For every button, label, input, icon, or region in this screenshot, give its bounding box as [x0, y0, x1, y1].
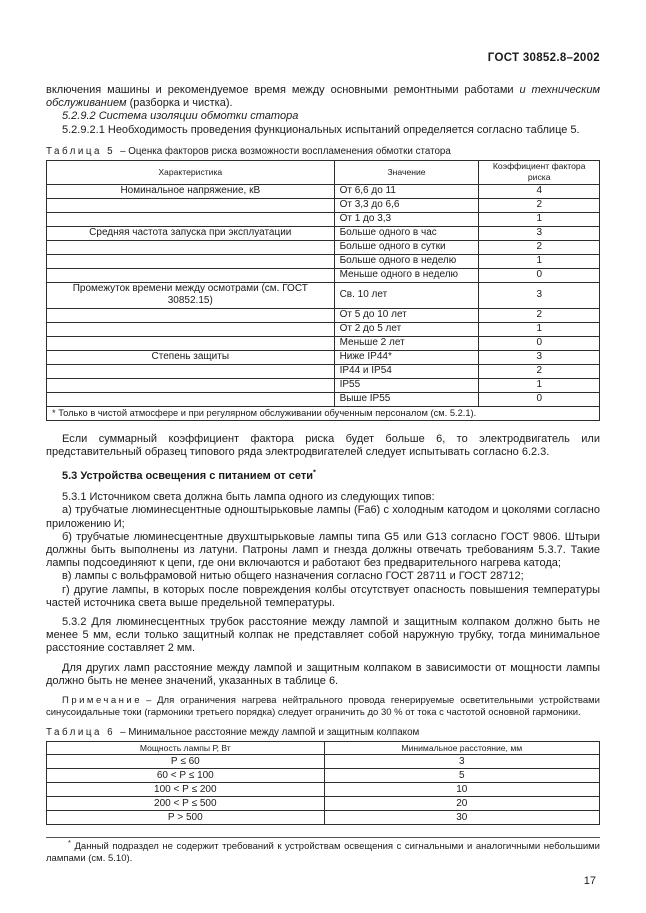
table-cell: 1	[479, 212, 600, 226]
table5-header-cell: Характеристика	[47, 160, 335, 184]
list-item-b: б) трубчатые люминесцентные двухштырьковые лампы типа G5 или G13 согласно ГОСТ 9806. Штыри должны быть выполнены из латуни. Патроны ламп и гнезда должны отвечать требованиям 5.3.7. Такие лампы подсоединяют к цепи, где они включаются и работают без предварительного нагрева катода;	[46, 530, 600, 570]
section-5-2-9-2-1-text: 5.2.9.2.1 Необходимость проведения функциональных испытаний определяется согласно таблице 5.	[62, 123, 580, 136]
table-cell	[47, 378, 335, 392]
table6-caption-text: – Минимальное расстояние между лампой и защитным колпаком	[120, 727, 420, 739]
table-cell: Больше одного в час	[334, 226, 479, 240]
table-row	[47, 755, 600, 769]
table-row	[47, 783, 600, 797]
list-item-a: а) трубчатые люминесцентные одноштырьковые лампы (Fa6) с холодным катодом и цоколями согласно приложению И;	[46, 504, 600, 530]
table-cell	[47, 392, 335, 406]
table-cell: От 2 до 5 лет	[334, 322, 479, 336]
table-cell: 3	[479, 226, 600, 240]
table-row	[47, 364, 600, 378]
table-cell: 0	[479, 392, 600, 406]
table6-min-distance	[46, 741, 600, 825]
table-cell: 5	[324, 769, 599, 783]
text-run-italic: и техническим обслуживанием	[46, 84, 601, 110]
doc-number: ГОСТ 30852.8–2002	[487, 52, 600, 64]
table-row	[47, 198, 600, 212]
table-cell	[47, 336, 335, 350]
table6-header-row	[47, 742, 600, 755]
table-cell: Номинальное напряжение, кВ	[47, 184, 335, 198]
table-cell: 3	[324, 755, 599, 769]
table-cell: Меньше 2 лет	[334, 336, 479, 350]
section-5-3-2-text: 5.3.2 Для люминесцентных трубок расстояние между лампой и защитным колпаком должно быть не менее 5 мм, если только защитный колпак не представляет собой наружную трубку, тогда минимальное расстояние составляет 2 мм.	[46, 616, 600, 655]
section-5-3-title	[46, 467, 600, 483]
table-cell	[47, 240, 335, 254]
table-row	[47, 212, 600, 226]
table-cell: 1	[479, 378, 600, 392]
paragraph-risk-summary: Если суммарный коэффициент фактора риска будет больше 6, то электродвигатель или представительный образец типового ряда электродвигателей следует испытывать согласно 6.2.3.	[46, 432, 600, 459]
table5-header-cell: Значение	[334, 160, 479, 184]
list-item-v: в) лампы с вольфрамовой нитью общего назначения согласно ГОСТ 28711 и ГОСТ 28712;	[62, 570, 524, 583]
table-cell: Больше одного в неделю	[334, 254, 479, 268]
table-cell: 20	[324, 797, 599, 811]
table5-caption-text: – Оценка факторов риска возможности воспламенения обмотки статора	[120, 145, 451, 157]
table-cell: Р ≤ 60	[47, 755, 325, 769]
table5-footnote: * Только в чистой атмосфере и при регулярном обслуживании обученным персоналом (см. 5.2.1).	[47, 406, 600, 420]
table-row	[47, 254, 600, 268]
table-cell: 3	[479, 350, 600, 364]
table-cell	[47, 198, 335, 212]
table5-body	[47, 184, 600, 406]
table6-caption-label: Таблица 6	[46, 727, 116, 739]
table-cell: 1	[479, 254, 600, 268]
table-row	[47, 184, 600, 198]
table-cell: Св. 10 лет	[334, 282, 479, 308]
table-cell: 2	[479, 364, 600, 378]
table-cell: Средняя частота запуска при эксплуатации	[47, 226, 335, 240]
table-cell	[47, 322, 335, 336]
paragraph-other-lamps: Для других ламп расстояние между лампой и защитным колпаком в зависимости от мощности лампы должно быть не менее значений, указанных в таблице 6.	[46, 661, 600, 687]
table5-risk-factors	[46, 160, 600, 421]
list-item-g: г) другие лампы, в которых после повреждения колбы отсутствует опасность повышения температуры частей источника света выше предельной температуры.	[46, 583, 600, 609]
table-row	[47, 268, 600, 282]
table-row	[47, 797, 600, 811]
table-row	[47, 282, 600, 308]
table-row	[47, 392, 600, 406]
text-run: включения машины и рекомендуемое время между основными ремонтными работами	[46, 84, 520, 96]
table-row	[47, 350, 600, 364]
table-cell: 2	[479, 308, 600, 322]
table-cell: 0	[479, 336, 600, 350]
table6-caption	[46, 727, 600, 739]
table-cell	[47, 364, 335, 378]
table-cell: Р > 500	[47, 811, 325, 825]
table-cell: 4	[479, 184, 600, 198]
table-cell: 2	[479, 240, 600, 254]
table-cell: 3	[479, 282, 600, 308]
table6-header-cell: Мощность лампы Р, Вт	[47, 742, 325, 755]
table-row	[47, 240, 600, 254]
table-cell: IP44 и IP54	[334, 364, 479, 378]
table-row	[47, 308, 600, 322]
table-cell: От 1 до 3,3	[334, 212, 479, 226]
table-cell: Промежуток времени между осмотрами (см. ГОСТ 30852.15)	[47, 282, 335, 308]
table-cell: 0	[479, 268, 600, 282]
table5-footnote-section	[47, 406, 600, 420]
table-row	[47, 336, 600, 350]
table5-header-cell: Коэффициент фактора риска	[479, 160, 600, 184]
table-cell	[47, 212, 335, 226]
table-cell: 30	[324, 811, 599, 825]
table-cell: От 5 до 10 лет	[334, 308, 479, 322]
page-footnote	[46, 837, 600, 864]
table-cell: Меньше одного в неделю	[334, 268, 479, 282]
table-cell: Ниже IP44*	[334, 350, 479, 364]
table5-header-row	[47, 160, 600, 184]
table-cell	[47, 254, 335, 268]
footnote-marker: *	[68, 837, 71, 847]
table-cell: Выше IP55	[334, 392, 479, 406]
table5-footnote-row	[47, 406, 600, 420]
table-cell: Больше одного в сутки	[334, 240, 479, 254]
table-cell: 100 < Р ≤ 200	[47, 783, 325, 797]
table-row	[47, 769, 600, 783]
table5-caption-label: Таблица 5	[46, 145, 116, 157]
table-cell: 60 < Р ≤ 100	[47, 769, 325, 783]
note-text: – Для ограничения нагрева нейтрального провода генерируемые осветительными устройствами синусоидальные токи (гармоники третьего порядка) следует ограничить до 30 % от тока с частотой основной гармоники.	[46, 695, 600, 718]
table-cell: 2	[479, 198, 600, 212]
table-row	[47, 811, 600, 825]
table-cell: Степень защиты	[47, 350, 335, 364]
table-row	[47, 378, 600, 392]
table-cell	[47, 308, 335, 322]
table6-header-cell: Минимальное расстояние, мм	[324, 742, 599, 755]
table-cell: 1	[479, 322, 600, 336]
footnote-marker: *	[313, 467, 316, 477]
page-number: 17	[583, 875, 596, 887]
section-5-2-9-2-title: 5.2.9.2 Система изоляции обмотки статора	[62, 110, 299, 123]
section-5-3-label: 5.3 Устройства освещения с питанием от сети	[62, 470, 313, 483]
table-row	[47, 226, 600, 240]
table-cell: От 6,6 до 11	[334, 184, 479, 198]
note-label: Примечание	[62, 695, 142, 707]
note-paragraph	[46, 695, 600, 718]
table-cell	[47, 268, 335, 282]
page-footnote-block	[46, 837, 600, 864]
table-cell: IP55	[334, 378, 479, 392]
table5-caption	[46, 146, 600, 158]
text-run: (разборка и чистка).	[126, 97, 233, 110]
table-cell: 200 < Р ≤ 500	[47, 797, 325, 811]
table-cell: 10	[324, 783, 599, 797]
page-footnote-text: Данный подраздел не содержит требований к устройствам освещения с сигнальными и аналогичными небольшими лампами (см. 5.10).	[46, 841, 600, 864]
table-row	[47, 322, 600, 336]
table-cell: От 3,3 до 6,6	[334, 198, 479, 212]
section-5-3-1-text: 5.3.1 Источником света должна быть лампа одного из следующих типов:	[62, 491, 435, 504]
table6-body	[47, 755, 600, 825]
paragraph-continuation	[46, 84, 600, 110]
